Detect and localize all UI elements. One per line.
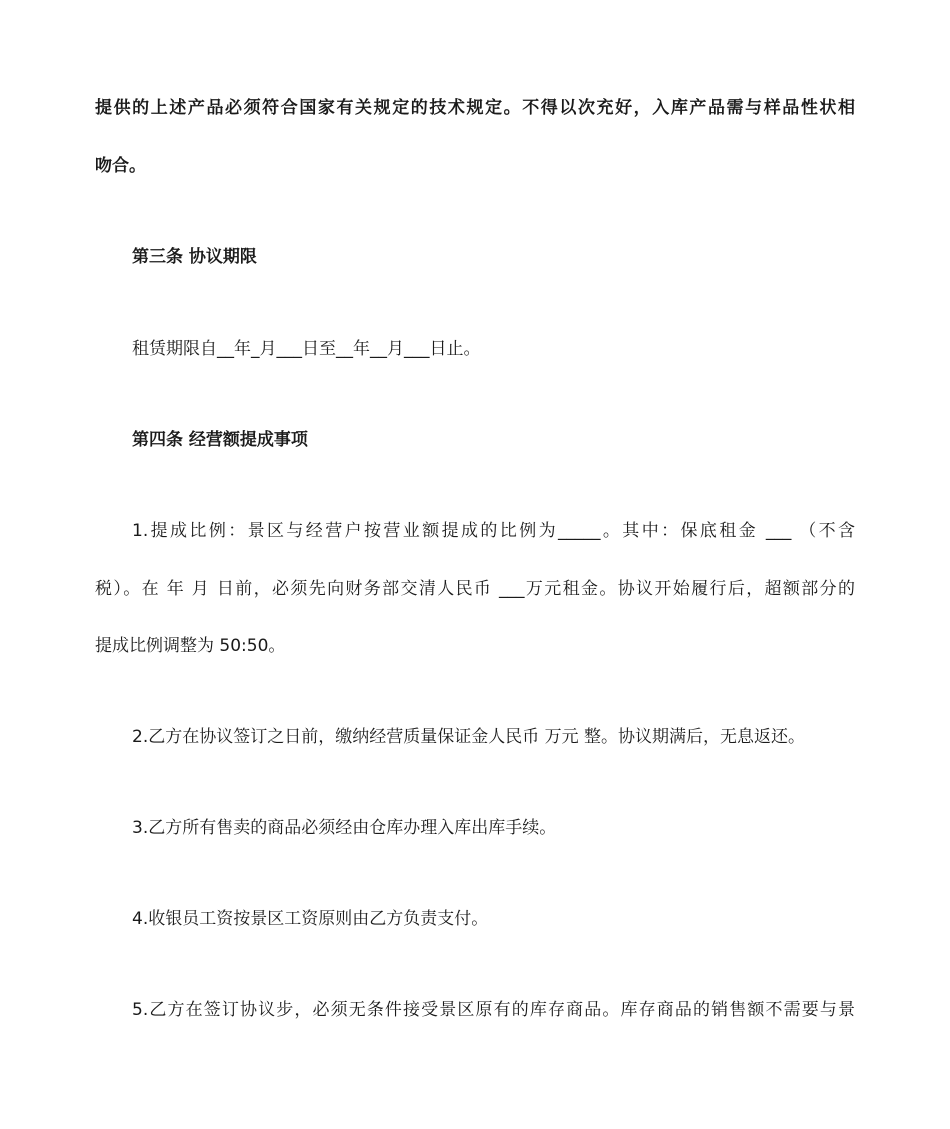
section-heading: 第三条 协议期限 <box>132 247 257 267</box>
paragraph-line: 3.乙方所有售卖的商品必须经由仓库办理入库出库手续。 <box>132 818 557 838</box>
paragraph-line: 5.乙方在签订协议步，必须无条件接受景区原有的库存商品。库存商品的销售额不需要与景 <box>132 1000 855 1020</box>
paragraph-line: 提供的上述产品必须符合国家有关规定的技术规定。不得以次充好，入库产品需与样品性状相 <box>95 98 855 118</box>
paragraph-line: 税）。在 年 月 日前，必须先向财务部交清人民币 ___万元租金。协议开始履行后，超额部分的 <box>95 579 855 599</box>
section-heading: 第四条 经营额提成事项 <box>132 430 308 450</box>
paragraph-line: 租赁期限自__年_月___日至__年__月___日止。 <box>132 339 481 359</box>
paragraph-line: 1.提成比例：景区与经营户按营业额提成的比例为_____。其中：保底租金 ___ （不含 <box>132 521 855 541</box>
paragraph-line: 吻合。 <box>95 156 146 176</box>
paragraph-line: 2.乙方在协议签订之日前，缴纳经营质量保证金人民币 万元 整。协议期满后，无息返还。 <box>132 727 806 747</box>
paragraph-line: 提成比例调整为 50:50。 <box>95 636 286 656</box>
paragraph-line: 4.收银员工资按景区工资原则由乙方负责支付。 <box>132 909 489 929</box>
